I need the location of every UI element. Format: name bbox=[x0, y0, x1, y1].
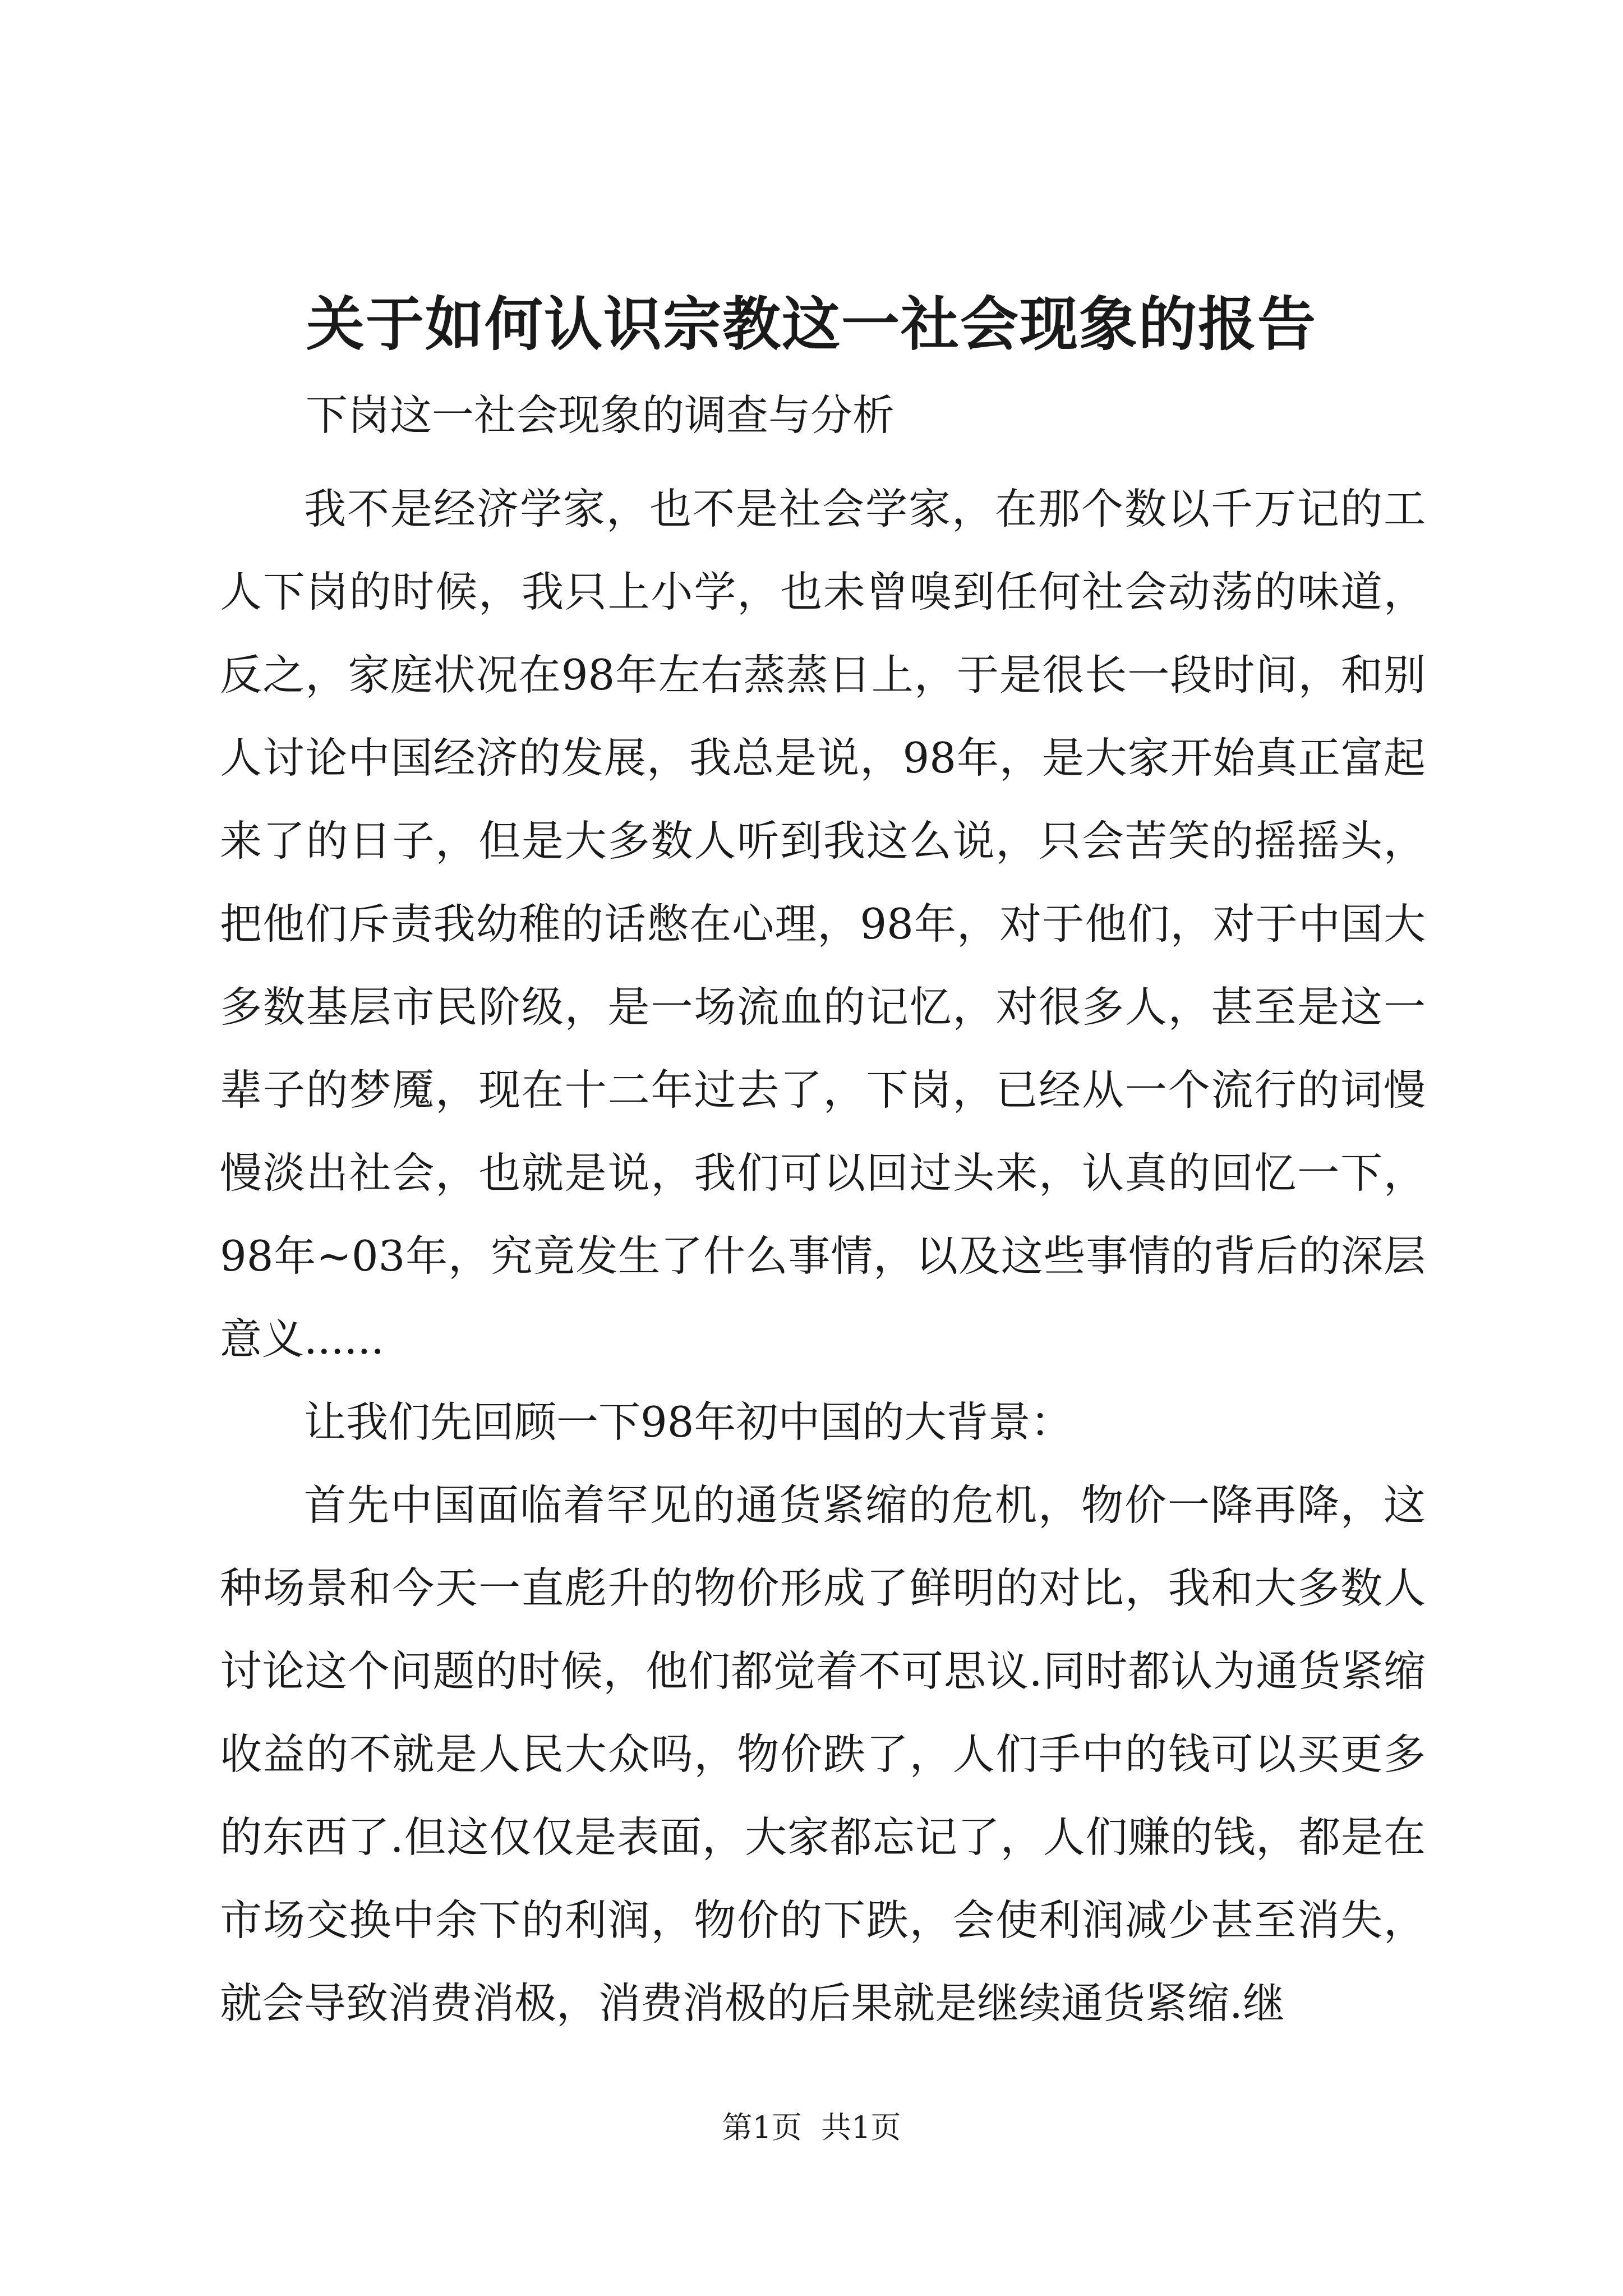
paragraph: 首先中国面临着罕见的通货紧缩的危机，物价一降再降，这种场景和今天一直彪升的物价形成了鲜明的对比，我和大多数人讨论这个问题的时候，他们都觉着不可思议.同时都认为通货紧缩收益的不就是人民大众吗，物价跌了，人们手中的钱可以买更多的东西了.但这仅仅是表面，大家都忘记了，人们赚的钱，都是在市场交换中余下的利润，物价的下跌，会使利润减少甚至消失，就会导致消费消极，消费消极的后果就是继续通货紧缩.继 bbox=[220, 1480, 1426, 2028]
document-title: 关于如何认识宗教这一社会现象的报告 bbox=[306, 289, 1317, 358]
document-subtitle: 下岗这一社会现象的调查与分析 bbox=[306, 390, 895, 440]
document-body bbox=[220, 467, 1426, 2045]
page-footer: 第1页 共1页 bbox=[722, 2110, 901, 2145]
paragraph: 我不是经济学家，也不是社会学家，在那个数以千万记的工人下岗的时候，我只上小学，也未曾嗅到任何社会动荡的味道，反之，家庭状况在98年左右蒸蒸日上，于是很长一段时间，和别人讨论中国经济的发展，我总是说，98年，是大家开始真正富起来了的日子，但是大多数人听到我这么说，只会苦笑的摇摇头，把他们斥责我幼稚的话憋在心理，98年，对于他们，对于中国大多数基层市民阶级，是一场流血的记忆，对很多人，甚至是这一辈子的梦魇，现在十二年过去了，下岗，已经从一个流行的词慢慢淡出社会，也就是说，我们可以回过头来，认真的回忆一下，98年~03年，究竟发生了什么事情，以及这些事情的背后的深层意义...... bbox=[220, 484, 1426, 1364]
paragraph: 让我们先回顾一下98年初中国的大背景： bbox=[304, 1397, 1073, 1447]
